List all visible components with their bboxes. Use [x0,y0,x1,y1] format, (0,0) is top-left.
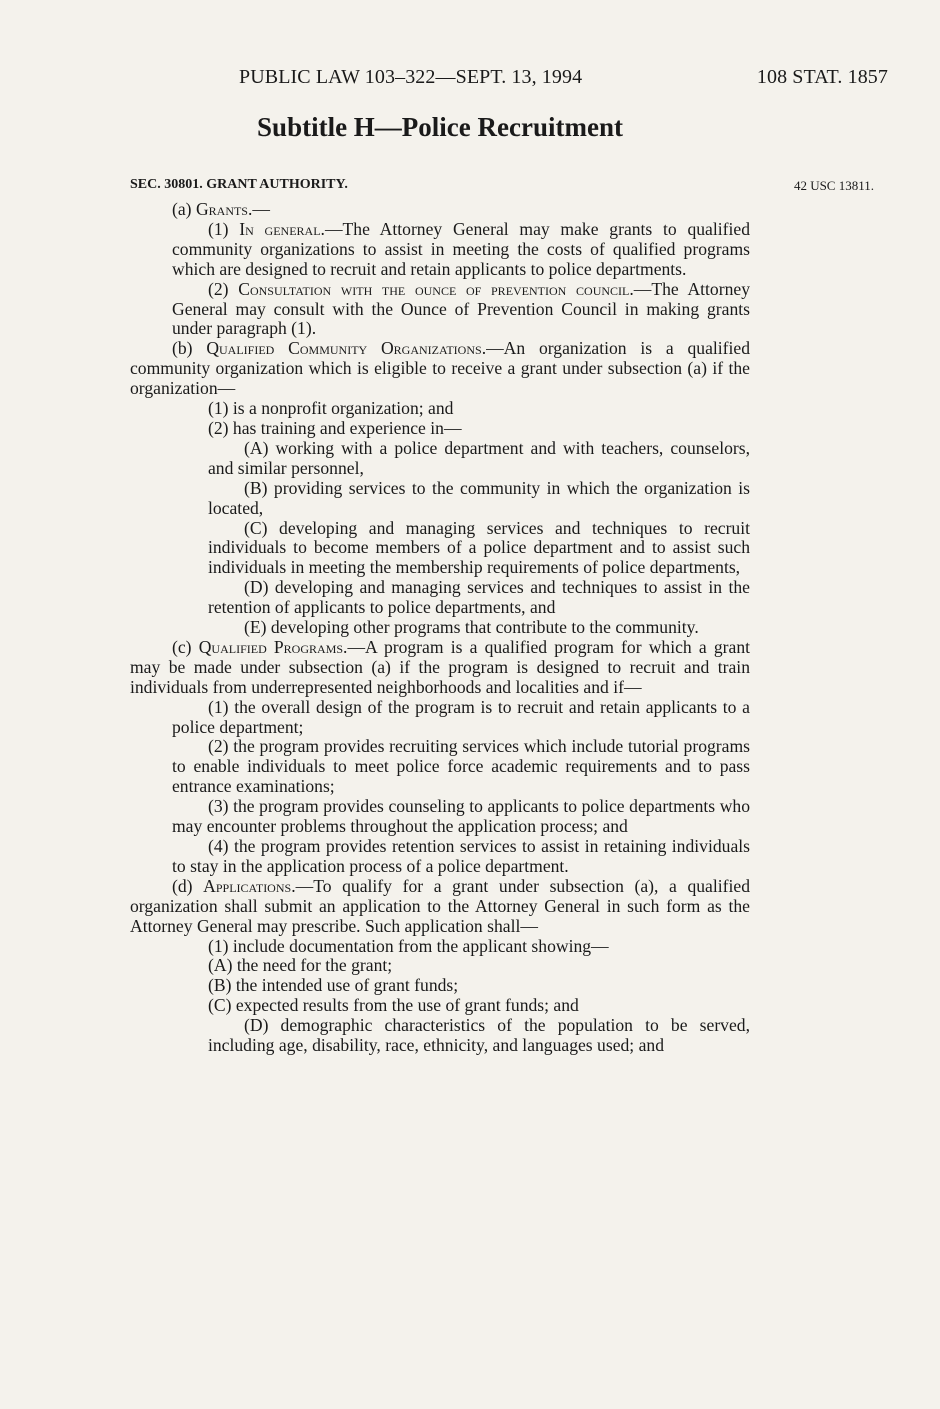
statute-paragraph [130,280,750,340]
paragraph-heading: Applications [203,875,292,896]
paragraph-text: (A) the need for the grant; [208,955,393,976]
statute-paragraph [130,877,750,937]
paragraph-text: (1) the overall design of the program is to recruit and retain applicants to a police department; [172,696,750,737]
paragraph-heading: Grants [195,199,248,219]
statute-body [130,200,750,1056]
statute-paragraph [130,698,750,738]
statute-paragraph [130,618,750,638]
paragraph-text: .—A program is a qualified program for which a grant may be made under subsection (a) if the program is designed to recruit and train individuals from underrepresented neighborhoods and localities and if— [130,636,750,697]
paragraph-text: (C) developing and managing services and techniques to recruit individuals to become members of a police department and to assist such individuals in meeting the membership requirements of police departments, [208,517,750,578]
paragraph-text: (D) developing and managing services and techniques to assist in the retention of applicants to police departments, and [208,577,750,618]
paragraph-text: (B) the intended use of grant funds; [208,975,459,996]
statute-paragraph [130,638,750,698]
statute-paragraph [130,578,750,618]
margin-citation: 42 USC 13811. [793,178,874,193]
paragraph-text: (2) the program provides recruiting services which include tutorial programs to enable individuals to meet police force academic requirements and to pass entrance examinations; [172,736,750,797]
paragraph-text: (1) is a nonprofit organization; and [208,398,454,419]
paragraph-text: (1) include documentation from the applicant showing— [208,935,609,956]
paragraph-heading: Qualified Community Organizations [206,338,482,359]
paragraph-text: (D) demographic characteristics of the population to be served, including age, disability, race, ethnicity, and languages used; and [208,1015,750,1056]
statute-paragraph [130,996,750,1016]
paragraph-label: (2) [208,278,239,299]
paragraph-text: .—An organization is a qualified community organization which is eligible to receive a grant under subsection (a) if the organization— [130,338,751,399]
paragraph-text: .—To qualify for a grant under subsection (a), a qualified organization shall submit an application to the Attorney General in such form as the Attorney General may prescribe. Such application shall— [130,875,750,936]
paragraph-text: .—The Attorney General may make grants to qualified community organizations to assist in meeting the costs of qualified programs which are designed to recruit and retain applicants to police departments. [172,218,750,279]
paragraph-label: (b) [172,338,207,359]
paragraph-label: (c) [172,636,199,657]
paragraph-text: (B) providing services to the community in which the organization is located, [208,477,750,518]
paragraph-heading: In general [239,218,321,239]
paragraph-text: (A) working with a police department and with teachers, counselors, and similar personnel, [208,437,750,478]
paragraph-text: (E) developing other programs that contribute to the community. [244,617,699,638]
statute-paragraph [130,220,750,280]
statute-paragraph [130,937,750,957]
paragraph-label: (1) [208,218,240,239]
paragraph-text: (4) the program provides retention services to assist in retaining individuals to stay in the application process of a police department. [172,836,750,876]
statute-paragraph [130,1016,750,1056]
statute-paragraph [130,837,750,877]
statute-paragraph [130,439,750,479]
running-header-stat: 108 STAT. 1857 [756,66,888,88]
statute-paragraph [130,339,750,399]
paragraph-text: (3) the program provides counseling to applicants to police departments who may encounter problems throughout the application process; and [172,796,750,837]
statute-paragraph [130,956,750,976]
statute-paragraph [130,200,750,220]
statute-paragraph [130,399,750,419]
statute-paragraph [130,419,750,439]
paragraph-text: .—The Attorney General may consult with the Ounce of Prevention Council in making grants under paragraph (1). [172,278,750,339]
paragraph-heading: Qualified Programs [198,636,344,657]
paragraph-label: (d) [172,875,204,896]
subtitle-heading: Subtitle H—Police Recruitment [257,112,623,142]
running-header-law: PUBLIC LAW 103–322—SEPT. 13, 1994 [239,66,583,88]
paragraph-text: (C) expected results from the use of grant funds; and [208,995,579,1016]
statute-paragraph [130,737,750,797]
paragraph-heading: Consultation with the ounce of prevention council [238,278,630,299]
statute-paragraph [130,479,750,519]
paragraph-label: (a) [172,199,196,219]
section-heading: SEC. 30801. GRANT AUTHORITY. [130,177,348,192]
statute-paragraph [130,976,750,996]
paragraph-text: (2) has training and experience in— [208,417,462,438]
statute-paragraph [130,519,750,579]
paragraph-text: .— [247,199,270,219]
statute-paragraph [130,797,750,837]
